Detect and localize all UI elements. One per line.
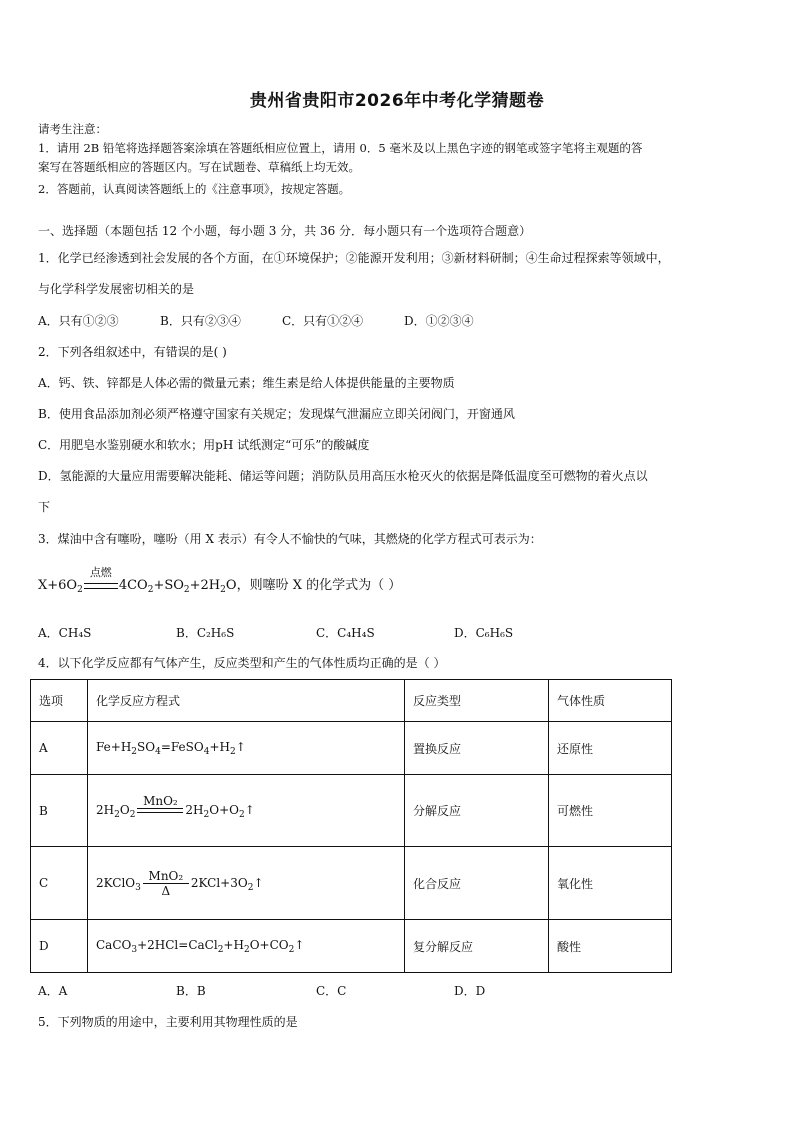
q2-stem: 2．下列各组叙述中，有错误的是( ): [38, 345, 227, 359]
table-row: [31, 847, 672, 920]
notice-item-1-line-1: 1．请用 2B 铅笔将选择题答案涂填在答题纸相应位置上，请用 0．5 毫米及以上黑色字迹的钢笔或签字笔将主观题的答: [38, 141, 643, 155]
q2-option-d-line-1[interactable]: D．氢能源的大量应用需要解决能耗、储运等问题；消防队员用高压水枪灭火的依据是降低温度至可燃物的着火点以: [38, 469, 648, 483]
q1-option-c[interactable]: C．只有①②④: [282, 314, 364, 328]
table-cell-type: 分解反应: [405, 775, 549, 847]
q1-stem-line-1: 1．化学已经渗透到社会发展的各个方面，在①环境保护；②能源开发利用；③新材料研制；④生命过程探索等领域中，: [38, 251, 670, 265]
q4-option-a[interactable]: A．A: [38, 984, 68, 998]
q3-option-c[interactable]: C．C₄H₄S: [316, 626, 375, 640]
q3-option-a[interactable]: A．CH₄S: [38, 626, 92, 640]
notice-item-2: 2．答题前，认真阅读答题纸上的《注意事项》，按规定答题。: [38, 182, 351, 196]
q2-option-b[interactable]: B．使用食品添加剂必须严格遵守国家有关规定；发现煤气泄漏应立即关闭阀门，开窗通风: [38, 407, 515, 421]
q1-option-b[interactable]: B．只有②③④: [160, 314, 241, 328]
q4-stem: 4．以下化学反应都有气体产生，反应类型和产生的气体性质均正确的是（ ）: [38, 656, 446, 670]
page-title: 贵州省贵阳市2026年中考化学猜题卷: [249, 91, 545, 111]
notice-item-1-line-2: 案写在答题纸相应的答题区内。写在试题卷、草稿纸上均无效。: [38, 160, 360, 174]
table-cell-option: A: [31, 722, 88, 775]
table-cell-equation: $2H_2O_2$ MnO₂ $2H_2O+O_2↑$: [88, 775, 405, 847]
table-row: [31, 722, 672, 775]
q1-stem-line-2: 与化学科学发展密切相关的是: [38, 282, 195, 296]
table-row: [31, 920, 672, 973]
table-header-row: [31, 680, 672, 722]
notice-heading: 请考生注意：: [38, 122, 107, 136]
table-cell-option: D: [31, 920, 88, 973]
q2-option-d-line-2: 下: [38, 500, 51, 514]
q4-option-d[interactable]: D．D: [454, 984, 486, 998]
table-cell-equation: 2KClO$_3$ MnO₂ Δ $2KCl+3O_2↑$: [88, 847, 405, 920]
q4-option-c[interactable]: C．C: [316, 984, 347, 998]
q4-option-b[interactable]: B．B: [176, 984, 206, 998]
q3-option-b[interactable]: B．C₂H₆S: [176, 626, 235, 640]
table-cell-property: 氧化性: [549, 847, 672, 920]
q3-stem: 3．煤油中含有噻吩，噻吩（用 X 表示）有令人不愉快的气味，其燃烧的化学方程式可表示为：: [38, 532, 542, 546]
q3-options: [38, 624, 756, 642]
section-heading: 一、选择题（本题包括 12 个小题，每小题 3 分，共 36 分．每小题只有一个选项符合题意）: [38, 224, 532, 238]
table-cell-option: B: [31, 775, 88, 847]
table-cell-type: 复分解反应: [405, 920, 549, 973]
table-cell-property: 还原性: [549, 722, 672, 775]
q1-option-d[interactable]: D．①②③④: [404, 314, 474, 328]
q2-option-c[interactable]: C．用肥皂水鉴别硬水和软水；用pH 试纸测定“可乐”的酸碱度: [38, 438, 370, 452]
q4-options: [38, 982, 756, 1000]
q3-option-d[interactable]: D．C₆H₆S: [454, 626, 514, 640]
table-cell-option: C: [31, 847, 88, 920]
table-cell-type: 化合反应: [405, 847, 549, 920]
table-row: [31, 775, 672, 847]
q5-stem: 5．下列物质的用途中，主要利用其物理性质的是: [38, 1015, 298, 1029]
q1-options: [38, 312, 756, 330]
table-cell-property: 可燃性: [549, 775, 672, 847]
q3-equation: $X+6O_2$ 点燃 $4CO_2+SO_2+2H_2O$，则噻吩 X 的化学式为（ ）: [38, 566, 402, 595]
q3-condition: 点燃: [83, 578, 119, 593]
table-cell-equation: $CaCO_3+2HCl=CaCl_2+H_2O+CO_2↑$: [88, 920, 405, 973]
table-cell-equation: $Fe+H_2SO_4=FeSO_4+H_2↑$: [88, 722, 405, 775]
q2-option-a[interactable]: A．钙、铁、锌都是人体必需的微量元素；维生素是给人体提供能量的主要物质: [38, 376, 455, 390]
table-header-cell: 反应类型: [405, 680, 549, 722]
q4-table: [30, 679, 672, 973]
table-header-cell: 化学反应方程式: [88, 680, 405, 722]
table-cell-type: 置换反应: [405, 722, 549, 775]
q3-eq-tail: ，则噻吩 X 的化学式为（ ）: [236, 578, 402, 593]
q1-option-a[interactable]: A．只有①②③: [38, 314, 119, 328]
table-cell-property: 酸性: [549, 920, 672, 973]
table-header-cell: 选项: [31, 680, 88, 722]
table-header-cell: 气体性质: [549, 680, 672, 722]
